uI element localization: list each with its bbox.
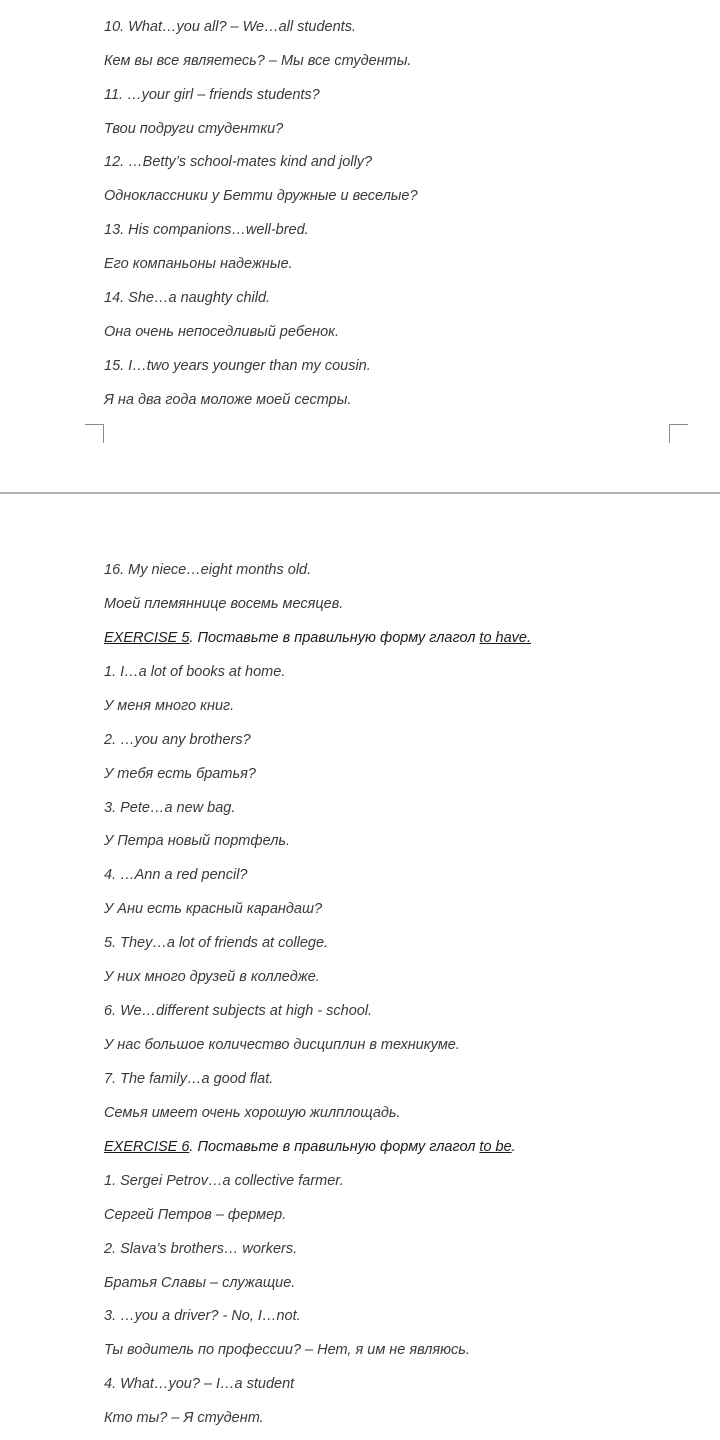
sentence-16-en: 16. My niece…eight months old. — [104, 562, 312, 578]
exercise-6-trailing: . — [511, 1139, 516, 1155]
document-page-bottom — [0, 494, 720, 1440]
ex5-item-5-ru: У них много друзей в колледже. — [104, 969, 320, 985]
sentence-14-en: 14. She…a naughty child. — [104, 290, 271, 306]
sentence-13-ru: Его компаньоны надежные. — [104, 256, 293, 272]
exercise-5-heading — [104, 629, 531, 647]
ex5-item-6-ru: У нас большое количество дисциплин в техникуме. — [104, 1037, 460, 1053]
sentence-10-en: 10. What…you all? – We…all students. — [104, 19, 356, 35]
exercise-6-heading — [104, 1138, 516, 1156]
ex5-item-2-ru: У тебя есть братья? — [104, 766, 256, 782]
crop-mark-bottom-right — [669, 424, 688, 443]
ex6-item-4-ru: Кто ты? – Я студент. — [104, 1410, 264, 1426]
exercise-5-verb: to have. — [479, 630, 532, 646]
ex5-item-7-en: 7. The family…a good flat. — [104, 1071, 274, 1087]
ex5-item-1-en: 1. I…a lot of books at home. — [104, 664, 286, 680]
crop-mark-bottom-left — [85, 424, 104, 443]
ex6-item-2-ru: Братья Славы – служащие. — [104, 1275, 296, 1291]
ex6-item-2-en: 2. Slava’s brothers… workers. — [104, 1241, 298, 1257]
ex5-item-3-en: 3. Pete…a new bag. — [104, 800, 236, 816]
exercise-6-label: EXERCISE 6 — [104, 1139, 190, 1155]
ex6-item-4-en: 4. What…you? – I…a student — [104, 1376, 295, 1392]
ex5-item-3-ru: У Петра новый портфель. — [104, 833, 291, 849]
sentence-10-ru: Кем вы все являетесь? – Мы все студенты. — [104, 53, 412, 69]
ex5-item-4-ru: У Ани есть красный карандаш? — [104, 901, 323, 917]
ex6-item-3-ru: Ты водитель по профессии? – Нет, я им не являюсь. — [104, 1342, 470, 1358]
sentence-12-ru: Одноклассники у Бетти дружные и веселые? — [104, 188, 418, 204]
ex6-item-1-ru: Сергей Петров – фермер. — [104, 1207, 287, 1223]
ex5-item-2-en: 2. …you any brothers? — [104, 732, 251, 748]
sentence-15-ru: Я на два года моложе моей сестры. — [104, 392, 352, 408]
exercise-6-verb: to be — [479, 1139, 512, 1155]
ex5-item-5-en: 5. They…a lot of friends at college. — [104, 935, 329, 951]
ex5-item-1-ru: У меня много книг. — [104, 698, 235, 714]
exercise-5-instruction: . Поставьте в правильную форму глагол — [189, 630, 480, 646]
document-page-top — [0, 0, 720, 492]
ex5-item-6-en: 6. We…different subjects at high - school. — [104, 1003, 373, 1019]
sentence-16-ru: Моей племяннице восемь месяцев. — [104, 596, 344, 612]
sentence-11-ru: Твои подруги студентки? — [104, 121, 284, 137]
sentence-12-en: 12. …Betty’s school-mates kind and jolly? — [104, 154, 373, 170]
ex5-item-4-en: 4. …Ann a red pencil? — [104, 867, 248, 883]
ex5-item-7-ru: Семья имеет очень хорошую жилплощадь. — [104, 1105, 401, 1121]
sentence-13-en: 13. His companions…well-bred. — [104, 222, 309, 238]
sentence-11-en: 11. …your girl – friends students? — [104, 87, 320, 103]
ex6-item-3-en: 3. …you a driver? - No, I…not. — [104, 1308, 301, 1324]
sentence-14-ru: Она очень непоседливый ребенок. — [104, 324, 340, 340]
exercise-6-instruction: . Поставьте в правильную форму глагол — [189, 1139, 480, 1155]
exercise-5-label: EXERCISE 5 — [104, 630, 190, 646]
sentence-15-en: 15. I…two years younger than my cousin. — [104, 358, 371, 374]
ex6-item-1-en: 1. Sergei Petrov…a collective farmer. — [104, 1173, 344, 1189]
